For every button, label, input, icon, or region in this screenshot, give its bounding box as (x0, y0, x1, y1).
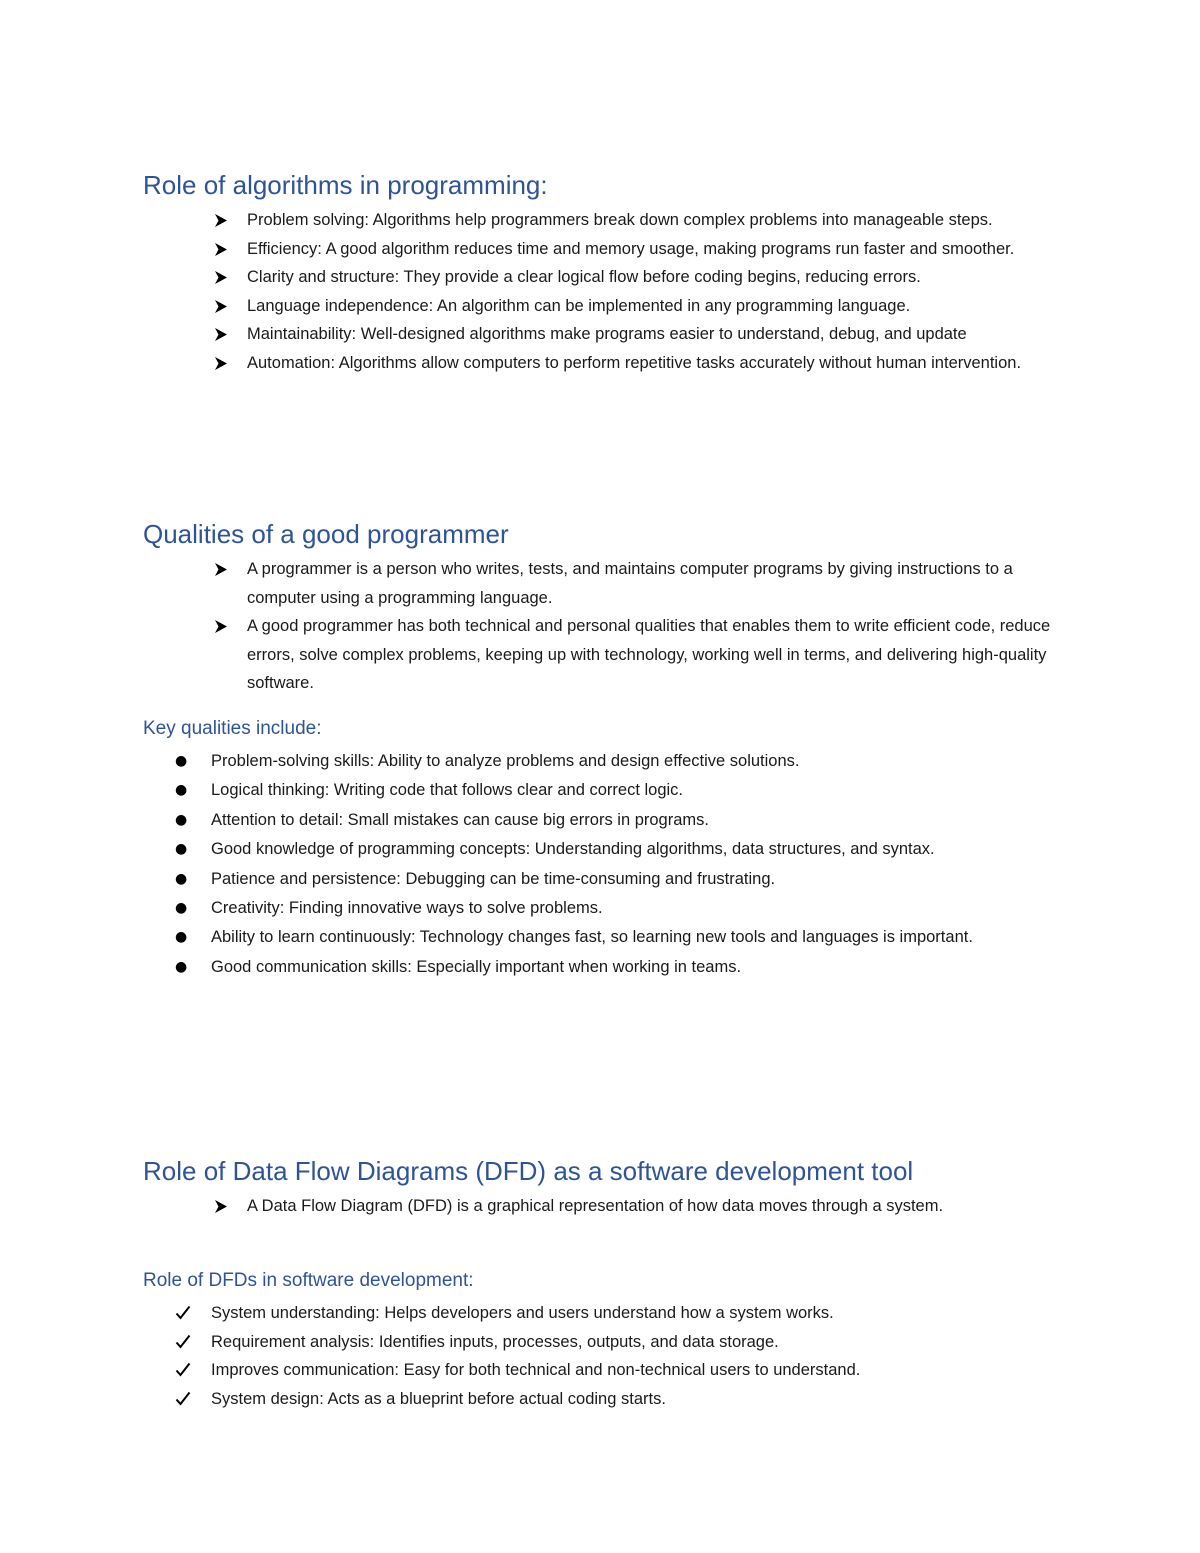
arrowhead-bullet-icon (213, 292, 229, 320)
subheading-key-qualities: Key qualities include: (143, 718, 322, 739)
list-item-text: Requirement analysis: Identifies inputs, processes, outputs, and data storage. (211, 1332, 779, 1351)
dot-bullet-icon: ● (175, 811, 188, 828)
subheading-dfd-roles: Role of DFDs in software development: (143, 1270, 474, 1291)
list-item (211, 1328, 1051, 1357)
dot-bullet-icon: ● (175, 753, 188, 769)
arrowhead-bullet-icon (213, 612, 229, 640)
dfd-definition-list (247, 1192, 1067, 1221)
section-heading-dfd: Role of Data Flow Diagrams (DFD) as a software development tool (143, 1156, 914, 1186)
list-item-text: Good knowledge of programming concepts: Understanding algorithms, data structures, and syntax. (211, 840, 935, 859)
arrowhead-bullet-icon (213, 235, 229, 263)
list-item (247, 555, 1067, 612)
dot-bullet-icon: ● (175, 870, 188, 887)
list-item-text: A good programmer has both technical and personal qualities that enables them to write efficient code, reduce errors, solve complex problems, keeping up with technology, working well in terms, and delivering high-quality software. (247, 617, 1051, 693)
dot-bullet-icon: ● (175, 782, 188, 799)
list-item-text: Patience and persistence: Debugging can be time-consuming and frustrating. (211, 869, 776, 888)
arrowhead-bullet-icon (213, 206, 229, 234)
list-item-text: System design: Acts as a blueprint before actual coding starts. (211, 1389, 666, 1408)
list-item (247, 320, 1067, 349)
arrowhead-bullet-icon (213, 349, 229, 377)
list-item-text: Automation: Algorithms allow computers to perform repetitive tasks accurately without human intervention. (247, 353, 1022, 372)
list-item-text: Maintainability: Well-designed algorithms make programs easier to understand, debug, and update (247, 325, 967, 344)
checkmark-bullet-icon (175, 1328, 191, 1356)
arrowhead-bullet-icon (213, 1192, 229, 1220)
list-item (247, 235, 1067, 264)
list-item (175, 865, 1051, 894)
dot-bullet-icon: ● (175, 929, 188, 946)
list-item (175, 806, 1051, 835)
list-item (247, 1192, 1067, 1221)
programmer-definition-list (247, 555, 1067, 698)
list-item-text: Ability to learn continuously: Technology changes fast, so learning new tools and languages is important. (211, 928, 973, 947)
checkmark-bullet-icon (175, 1385, 191, 1413)
algorithm-roles-list (247, 206, 1067, 378)
list-item (247, 349, 1067, 378)
list-item-text: A Data Flow Diagram (DFD) is a graphical representation of how data moves through a system. (247, 1197, 944, 1215)
list-item-text: Clarity and structure: They provide a clear logical flow before coding begins, reducing errors. (247, 268, 921, 287)
list-item-text: Efficiency: A good algorithm reduces time and memory usage, making programs run faster and smoother. (247, 239, 1015, 258)
list-item-text: Problem-solving skills: Ability to analyze problems and design effective solutions. (211, 752, 800, 770)
list-item (175, 747, 1051, 776)
checkmark-bullet-icon (175, 1356, 191, 1384)
section-heading-algorithms: Role of algorithms in programming: (143, 170, 548, 200)
list-item-text: Creativity: Finding innovative ways to solve problems. (211, 899, 603, 918)
key-qualities-list (175, 747, 1051, 982)
list-item (247, 263, 1067, 292)
list-item (247, 612, 1067, 698)
checkmark-bullet-icon (175, 1299, 191, 1327)
list-item (211, 1299, 1051, 1328)
list-item (247, 292, 1067, 321)
arrowhead-bullet-icon (213, 263, 229, 291)
list-item (175, 923, 1051, 952)
list-item-text: Problem solving: Algorithms help programmers break down complex problems into manageable steps. (247, 211, 993, 229)
dot-bullet-icon: ● (175, 958, 188, 975)
dot-bullet-icon: ● (175, 900, 188, 917)
section-heading-qualities: Qualities of a good programmer (143, 519, 509, 549)
list-item (211, 1385, 1051, 1414)
list-item (175, 835, 1051, 864)
list-item (175, 953, 1051, 982)
dfd-roles-list (211, 1299, 1051, 1413)
list-item (175, 894, 1051, 923)
list-item-text: Language independence: An algorithm can be implemented in any programming language. (247, 296, 911, 315)
list-item (247, 206, 1067, 235)
list-item (175, 776, 1051, 805)
list-item-text: Logical thinking: Writing code that follows clear and correct logic. (211, 781, 684, 800)
dot-bullet-icon: ● (175, 841, 188, 858)
list-item-text: Good communication skills: Especially important when working in teams. (211, 957, 742, 976)
arrowhead-bullet-icon (213, 555, 229, 583)
list-item-text: System understanding: Helps developers and users understand how a system works. (211, 1304, 834, 1322)
list-item (211, 1356, 1051, 1385)
list-item-text: Attention to detail: Small mistakes can cause big errors in programs. (211, 810, 709, 829)
list-item-text: Improves communication: Easy for both technical and non-technical users to understand. (211, 1361, 861, 1380)
list-item-text: A programmer is a person who writes, tests, and maintains computer programs by giving instructions to a computer using a programming language. (247, 560, 1013, 607)
arrowhead-bullet-icon (213, 320, 229, 348)
